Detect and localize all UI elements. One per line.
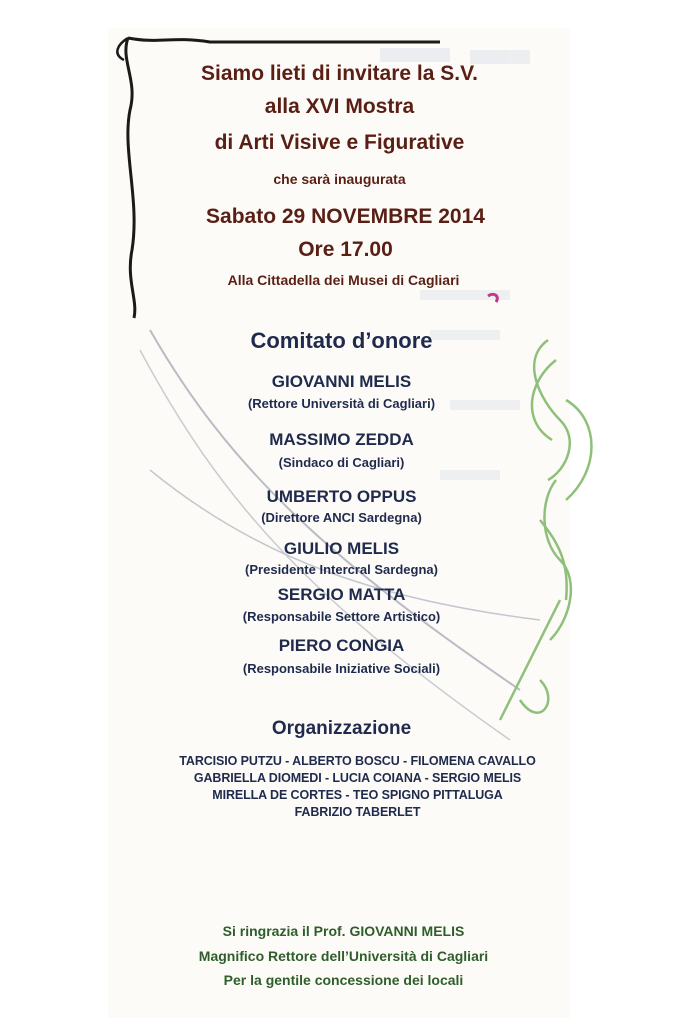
member-role: (Direttore ANCI Sardegna) [261, 510, 422, 525]
committee-heading: Comitato d’onore [250, 328, 433, 353]
member-name: GIOVANNI MELIS [271, 372, 412, 391]
invite-line-3: di Arti Visive e Figurative [214, 131, 465, 154]
thanks-line-1: Si ringrazia il Prof. GIOVANNI MELIS [222, 923, 465, 939]
organizer-line: TARCISIO PUTZU - ALBERTO BOSCU - FILOMENA CAVALLO [179, 754, 536, 768]
member-name: MASSIMO ZEDDA [269, 430, 414, 449]
organizer-line: GABRIELLA DIOMEDI - LUCIA COIANA - SERGIO MELIS [193, 771, 522, 785]
member-role: (Responsabile Settore Artistico) [242, 609, 441, 624]
top-scroll-ornament [128, 38, 440, 42]
invite-line-4: che sarà inaugurata [273, 171, 406, 187]
organizer-line: FABRIZIO TABERLET [294, 805, 421, 819]
organizer-line: MIRELLA DE CORTES - TEO SPIGNO PITTALUGA [212, 788, 503, 802]
invite-line-2: alla XVI Mostra [264, 95, 415, 118]
member-role: (Presidente Intercral Sardegna) [245, 562, 438, 577]
invite-line-1: Siamo lieti di invitare la S.V. [201, 62, 478, 85]
thanks-line-2: Magnifico Rettore dell’Università di Cagliari [198, 948, 489, 964]
organization-heading: Organizzazione [271, 718, 412, 739]
member-name: PIERO CONGIA [278, 636, 405, 655]
event-date: Sabato 29 NOVEMBRE 2014 [206, 205, 485, 228]
event-time: Ore 17.00 [298, 238, 393, 261]
member-role: (Sindaco di Cagliari) [278, 455, 405, 470]
member-name: UMBERTO OPPUS [266, 487, 417, 506]
event-place: Alla Cittadella dei Musei di Cagliari [227, 272, 460, 288]
thanks-line-3: Per la gentile concessione dei locali [223, 972, 464, 988]
member-name: SERGIO MATTA [277, 585, 406, 604]
member-name: GIULIO MELIS [283, 539, 400, 558]
member-role: (Responsabile Iniziative Sociali) [242, 661, 441, 676]
member-role: (Rettore Università di Cagliari) [247, 396, 436, 411]
